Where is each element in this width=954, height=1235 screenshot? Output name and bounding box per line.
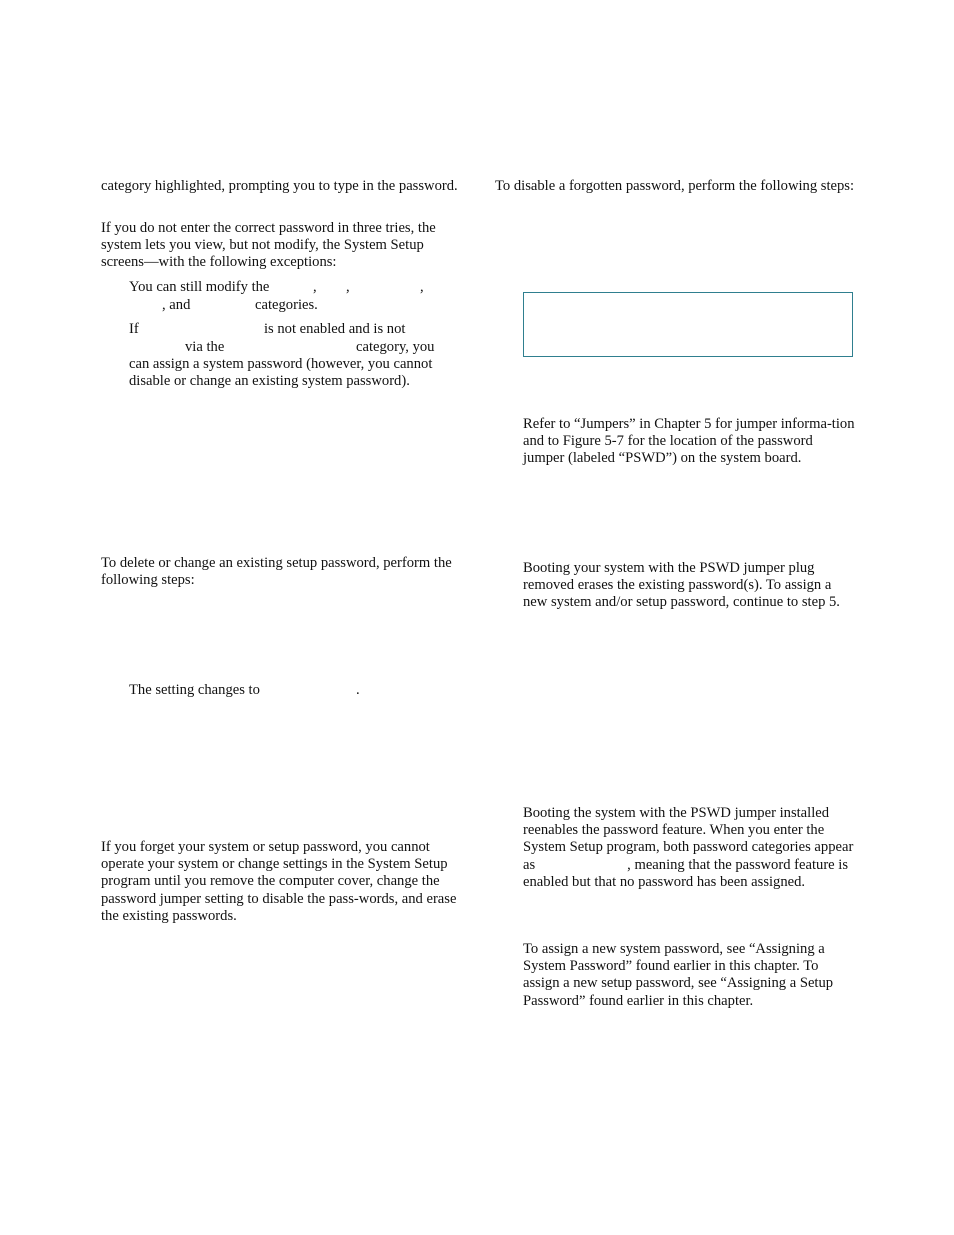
bullet1-and: , and <box>162 297 191 313</box>
bullet1-comma-1: , <box>313 279 317 295</box>
bullet1-categories: categories. <box>255 297 318 313</box>
bullet2-not-enabled: is not enabled and is not <box>264 321 406 337</box>
bullet2-category-you: category, you <box>356 339 435 355</box>
text-booting-installed-b: , meaning that the password feature is enabled but that no password has been assigned. <box>523 856 849 890</box>
text-delete-setup-password: To delete or change an existing setup password, perform the following steps: <box>101 555 452 589</box>
bullet2-if: If <box>129 321 139 337</box>
text-three-tries: If you do not enter the correct password in three tries, the system lets you view, but not modify, the System Setup screens—with the following exceptions: <box>101 220 436 271</box>
bullet2-rest: can assign a system password (however, you cannot disable or change an existing system password). <box>129 356 433 390</box>
text-refer-jumpers: Refer to “Jumpers” in Chapter 5 for jumper informa-tion and to Figure 5-7 for the location of the password jumper (labeled “PSWD”) on the system board. <box>523 416 855 467</box>
text-booting-removed: Booting your system with the PSWD jumper plug removed erases the existing password(s). To assign a new system and/or setup password, continue to step 5. <box>523 560 840 611</box>
bullet2-via-the: via the <box>185 339 225 355</box>
text-disable-forgotten: To disable a forgotten password, perform the following steps: <box>495 178 855 194</box>
bullet1-comma-3: , <box>420 279 424 295</box>
text-setting-period: . <box>356 682 360 698</box>
text-setting-changes: The setting changes to <box>129 682 260 698</box>
text-forgot-password: If you forget your system or setup password, you cannot operate your system or change settings in the System Setup program until you remove the computer cover, change the password jumper setting to disable the pass-words, and erase the existing passwords. <box>101 839 457 924</box>
text-prompt-password: category highlighted, prompting you to type in the password. <box>101 178 458 194</box>
text-assign-new-password: To assign a new system password, see “Assigning a System Password” found earlier in this chapter. To assign a new setup password, see “Assigning a Setup Password” found earlier in this chapter. <box>523 941 834 1009</box>
bullet1-comma-2: , <box>346 279 350 295</box>
text-booting-installed-a: Booting the system with the PSWD jumper installed reenables the password feature. When you enter the System Setup program, both password categories appear as <box>523 805 854 873</box>
note-box <box>523 292 853 357</box>
bullet1-text-a: You can still modify the <box>129 279 270 295</box>
text-booting-installed <box>523 805 856 891</box>
